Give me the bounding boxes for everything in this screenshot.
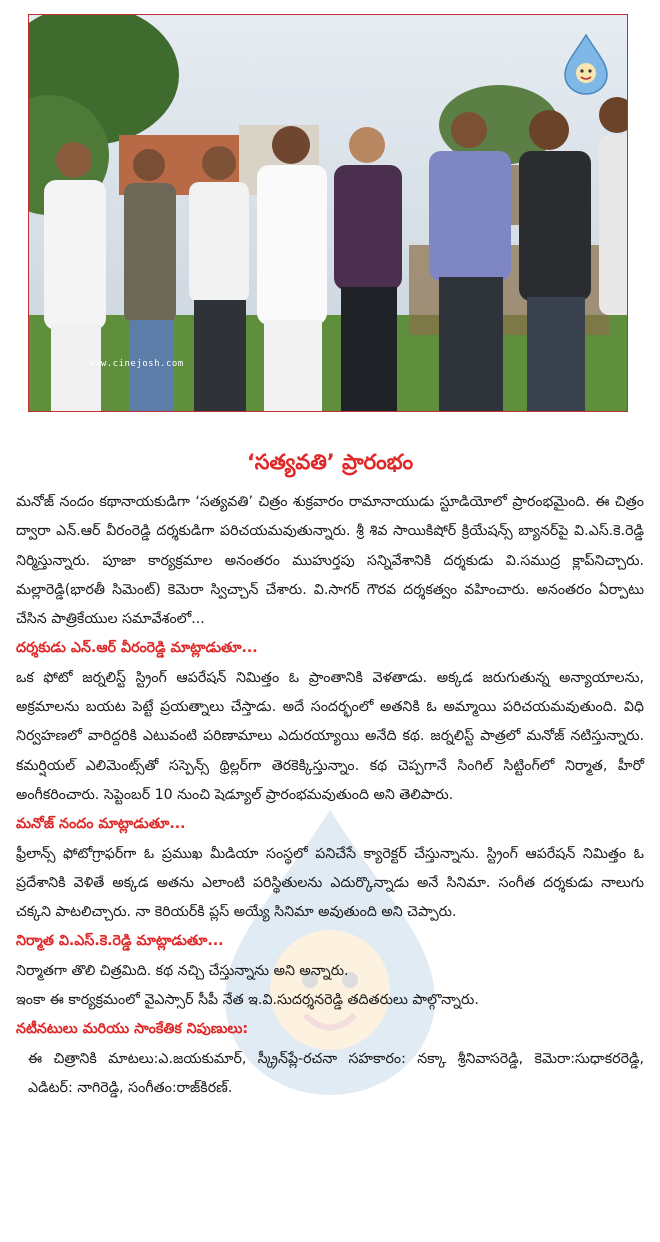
intro-paragraph: మనోజ్ నందం కథానాయకుడిగా ‘సత్యవతి’ చిత్రం శుక్రవారం రామానాయుడు స్టూడియోలో ప్రారంభమైంది. ఈ చిత్రం ద్వారా ఎన్.ఆర్ వీరంరెడ్డి దర్శకుడిగా పరిచయమవుతున్నారు. శ్రీ శివ సాయికిషోర్ క్రియేషన్స్ బ్యానర్‌పై వి.ఎస్.కె.రెడ్డి నిర్మిస్తున్నారు. పూజా కార్యక్రమాల అనంతరం ముహుర్తపు సన్నివేశానికి దర్శకుడు వి.సముద్ర క్లాప్‌నిచ్చారు. మల్లారెడ్డి(భారతీ సిమెంట్) కెమెరా స్విచ్చాన్ చేశారు. వి.సాగర్ గౌరవ దర్శకత్వం వహించారు. అనంతరం ఏర్పాటు చేసిన పాత్రికేయుల సమావేశంలో... (16, 494, 644, 628)
section-body-producer: నిర్మాతగా తొలి చిత్రమిది. కథ నచ్చి చేస్తున్నాను అని అన్నారు. (16, 962, 349, 979)
section-extra-producer: ఇంకా ఈ కార్యక్రమంలో వైఎస్సార్ సీపీ నేత ఇ.వి.సుదర్శనరెడ్డి తదితరులు పాల్గొన్నారు. (16, 992, 479, 1009)
section-body-hero: ఫ్రీలాన్స్ ఫోటోగ్రాఫర్‌గా ఓ ప్రముఖ మీడియా సంస్థలో పనిచేసే క్యారెక్టర్ చేస్తున్నాను. స్ట్రింగ్ ఆపరేషన్ నిమిత్తం ఓ ప్రదేశానికి వెళితే అక్కడ అతను ఎలాంటి పరిస్థితులను ఎదుర్కొన్నాడు అనే సినిమా. సంగీత దర్శకుడు నాలుగు చక్కని పాటలిచ్చారు. నా కెరియర్‌కి ప్లస్ అయ్యే సినిమా అవుతుంది అని చెప్పారు. (16, 845, 645, 921)
event-photo (28, 14, 628, 412)
article-body (16, 488, 644, 1103)
section-heading-producer: నిర్మాత వి.ఎస్.కె.రెడ్డి మాట్లాడుతూ... (16, 933, 224, 950)
section-heading-hero: మనోజ్ నందం మాట్లాడుతూ... (16, 816, 186, 833)
credits-body: ఈ చిత్రానికి మాటలు:ఎ.జయకుమార్, స్క్రీన్‌ప్లే-రచనా సహకారం: నక్కా శ్రీనివాసరెడ్డి, కెమెరా:సుధాకరరెడ్డి, ఎడిటర్: నాగిరెడ్డి, సంగీతం:రాజ్‌కిరణ్. (28, 1050, 644, 1096)
section-body-director: ఒక ఫోటో జర్నలిస్ట్ స్ట్రింగ్ ఆపరేషన్ నిమిత్తం ఓ ప్రాంతానికి వెళతాడు. అక్కడ జరుగుతున్న అన్యాయాలను, అక్రమాలను బయట పెట్టే ప్రయత్నాలు చేస్తాడు. అదే సందర్భంలో అతనికి ఓ అమ్మాయి పరిచయమవుతుంది. విధి నిర్వహణలో వారిద్దరికి ఎటువంటి పరిణామాలు ఎదురయ్యాయి అనేది కథ. జర్నలిస్ట్ పాత్రలో మనోజ్ నటిస్తున్నారు. కమర్షియల్ ఎలిమెంట్స్‌తో సస్పెన్స్ థ్రిల్లర్‌గా తెరకెక్కిస్తున్నాం. కథ చెప్పగానే సింగిల్ సిట్టింగ్‌లో నిర్మాత, హీరో అంగీకరించారు. సెప్టెంబర్ 10 నుంచి షెడ్యూల్ ప్రారంభమవుతుంది అని తెలిపారు. (16, 669, 644, 803)
event-photo-illustration (29, 15, 628, 412)
photo-watermark: www.cinejosh.com (89, 359, 184, 369)
credits-heading: నటీనటులు మరియు సాంకేతిక నిపుణులు: (16, 1021, 249, 1038)
cinejosh-drop-logo-icon (563, 33, 609, 95)
section-heading-director: దర్శకుడు ఎన్.ఆర్ వీరంరెడ్డి మాట్లాడుతూ... (16, 640, 258, 657)
headline: ‘సత్యవతి’ ప్రారంభం (246, 450, 414, 474)
